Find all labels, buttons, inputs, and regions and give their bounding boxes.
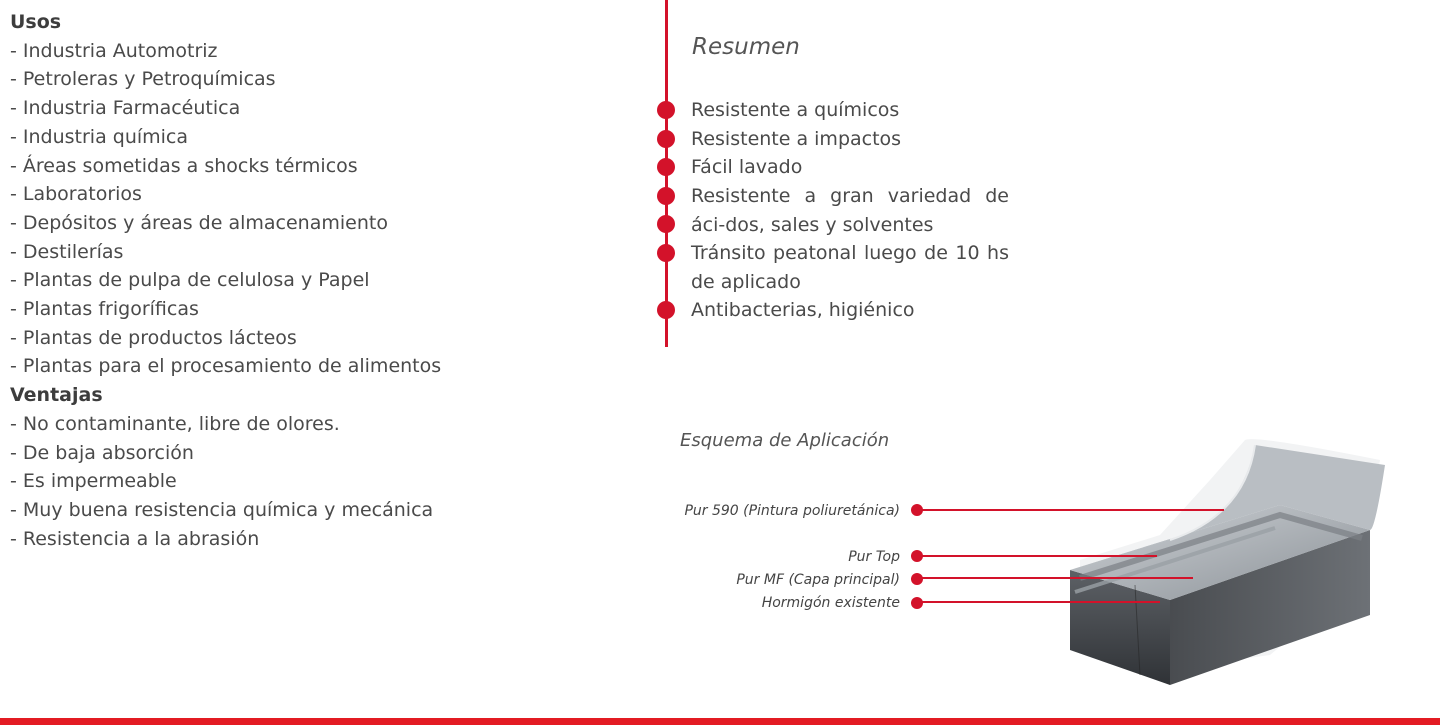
usos-item: - Industria química	[10, 125, 189, 148]
usos-item: - Industria Farmacéutica	[10, 97, 241, 120]
callout-line	[917, 577, 1193, 579]
usos-item: - Laboratorios	[10, 183, 142, 206]
usos-item: - Áreas sometidas a shocks térmicos	[10, 154, 358, 177]
ventajas-heading: Ventajas	[10, 384, 103, 407]
bullet-dot-icon	[657, 215, 675, 233]
resumen-item: Fácil lavado	[691, 156, 803, 178]
usos-item: - Destilerías	[10, 240, 124, 263]
usos-item: - Plantas de productos lácteos	[10, 326, 297, 349]
bullet-dot-icon	[657, 130, 675, 148]
resumen-item: Resistente a impactos	[691, 128, 902, 150]
usos-item: - Petroleras y Petroquímicas	[10, 68, 276, 91]
bullet-dot-icon	[657, 244, 675, 262]
usos-item: - Depósitos y áreas de almacenamiento	[10, 211, 388, 234]
bullet-dot-icon	[657, 301, 675, 319]
resumen-item: Tránsito peatonal luego de 10 hs de aplicado	[691, 242, 1009, 293]
esquema-title: Esquema de Aplicación	[680, 430, 890, 451]
resumen-item: Resistente a químicos	[691, 99, 900, 121]
ventajas-item: - Muy buena resistencia química y mecánica	[10, 498, 434, 521]
layer-label-pur-590: Pur 590 (Pintura poliuretánica)	[684, 503, 900, 519]
callout-dot-icon	[911, 573, 923, 585]
usos-item: - Plantas para el procesamiento de alimentos	[10, 355, 442, 378]
bullet-dot-icon	[657, 187, 675, 205]
ventajas-item: - No contaminante, libre de olores.	[10, 412, 340, 435]
layer-label-pur-mf: Pur MF (Capa principal)	[736, 572, 900, 588]
application-layers-diagram	[1040, 420, 1400, 695]
usos-item: - Plantas frigoríficas	[10, 298, 199, 321]
layer-label-hormigon: Hormigón existente	[761, 595, 900, 611]
usos-item: - Industria Automotriz	[10, 39, 218, 62]
left-column	[10, 8, 570, 553]
bottom-accent-bar	[0, 718, 1440, 725]
callout-line	[917, 555, 1157, 557]
usos-heading: Usos	[10, 11, 62, 33]
ventajas-item: - De baja absorción	[10, 441, 194, 464]
callout-dot-icon	[911, 597, 923, 609]
resumen-title: Resumen	[692, 34, 800, 60]
layer-label-pur-top: Pur Top	[848, 549, 900, 565]
resumen-item: Resistente a gran variedad de áci-dos, sales y solventes	[691, 185, 1009, 236]
ventajas-item: - Es impermeable	[10, 470, 177, 493]
resumen-item: Antibacterias, higiénico	[691, 299, 915, 321]
bullet-dot-icon	[657, 158, 675, 176]
usos-item: - Plantas de pulpa de celulosa y Papel	[10, 269, 370, 292]
ventajas-item: - Resistencia a la abrasión	[10, 527, 260, 550]
callout-line	[917, 601, 1160, 603]
callout-line	[917, 509, 1224, 511]
bullet-dot-icon	[657, 101, 675, 119]
